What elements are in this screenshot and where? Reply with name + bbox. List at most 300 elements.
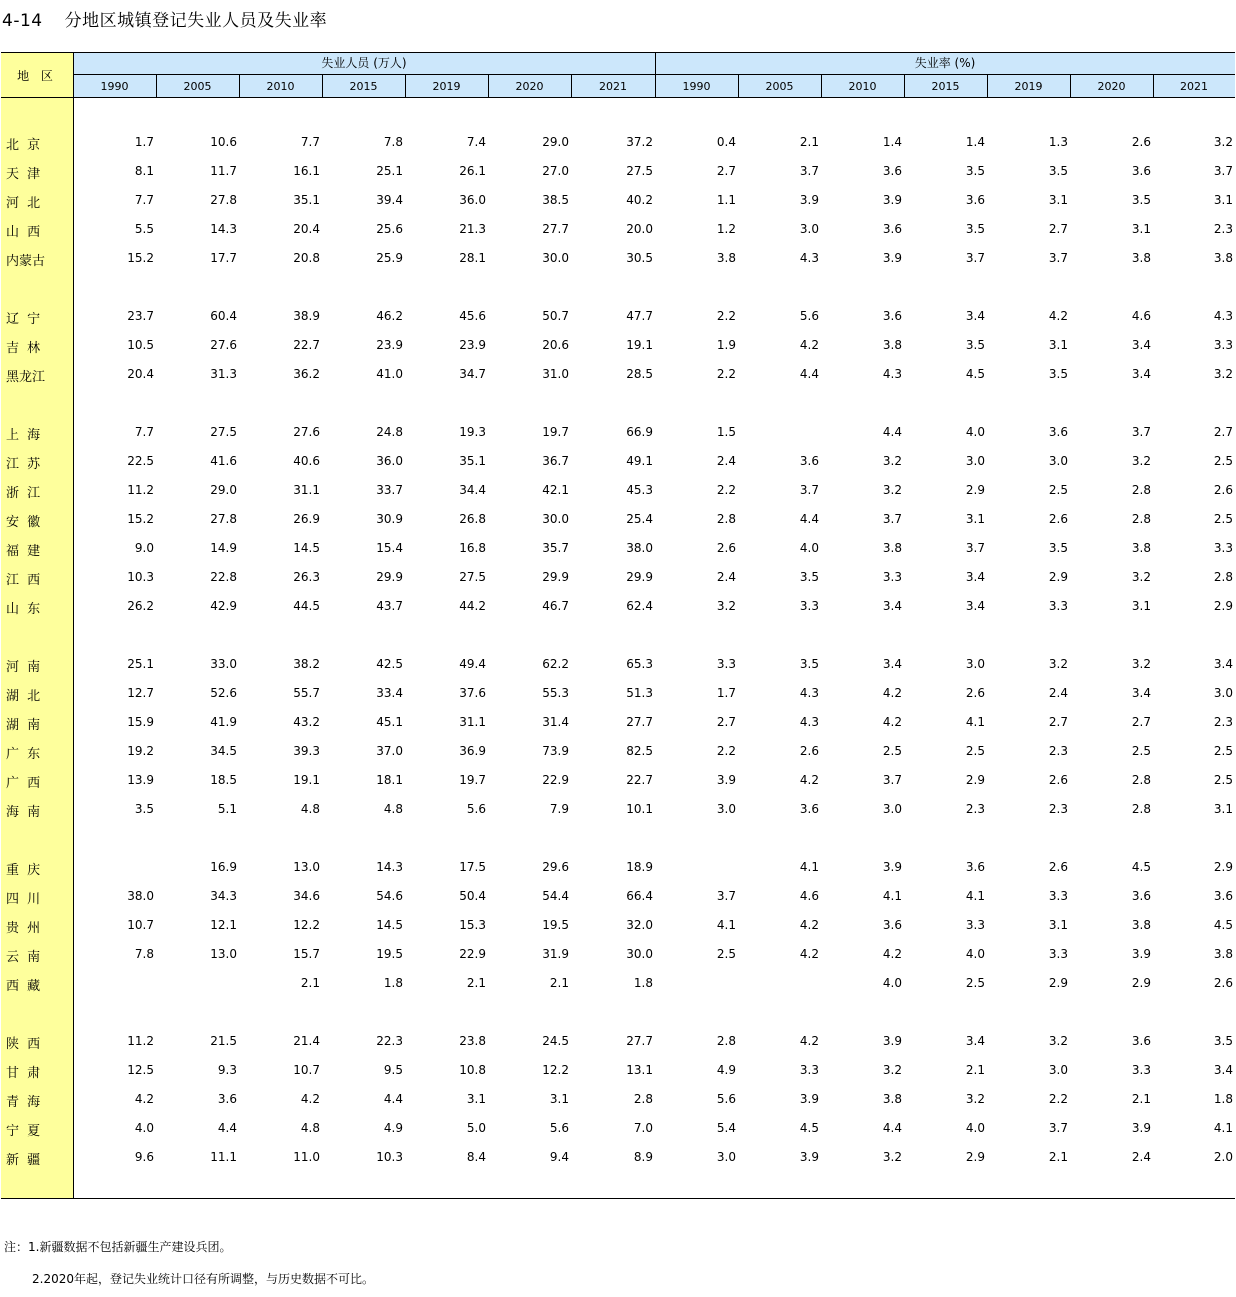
unemployed-value: 21.3: [459, 222, 486, 236]
unemployed-value: 40.2: [626, 193, 653, 207]
rate-value: 3.1: [1048, 918, 1068, 932]
unemployed-value: 15.4: [376, 541, 403, 555]
rate-value: 3.9: [882, 193, 902, 207]
rate-value: 3.9: [882, 860, 902, 874]
rule-year-divider: [156, 74, 157, 98]
rate-value: 2.1: [1131, 1092, 1151, 1106]
year-header: 2005: [765, 80, 794, 93]
unemployed-value: 19.3: [459, 425, 486, 439]
unemployed-value: 22.3: [376, 1034, 403, 1048]
unemployed-value: 30.0: [542, 251, 569, 265]
rate-value: 4.1: [965, 715, 985, 729]
year-header: 1990: [100, 80, 129, 93]
unemployed-value: 15.3: [459, 918, 486, 932]
unemployed-value: 4.8: [300, 802, 320, 816]
rate-value: 3.8: [882, 541, 902, 555]
region-name: 吉 林: [6, 341, 43, 356]
rate-value: 3.8: [1131, 541, 1151, 555]
rate-value: 3.6: [799, 802, 819, 816]
rate-value: 2.6: [1048, 860, 1068, 874]
note-2: 2.2020年起，登记失业统计口径有所调整，与历史数据不可比。: [32, 1272, 374, 1286]
unemployed-value: 13.0: [293, 860, 320, 874]
rate-value: 4.0: [965, 947, 985, 961]
unemployed-value: 19.1: [293, 773, 320, 787]
region-name: 云 南: [6, 950, 43, 965]
unemployed-value: 36.9: [459, 744, 486, 758]
rate-value: 3.0: [1048, 1063, 1068, 1077]
rate-value: 2.7: [716, 715, 736, 729]
unemployed-value: 5.6: [549, 1121, 569, 1135]
unemployed-value: 29.0: [542, 135, 569, 149]
unemployed-value: 35.1: [459, 454, 486, 468]
rate-value: 3.4: [1213, 1063, 1233, 1077]
rule-group: [73, 74, 1235, 75]
unemployed-value: 11.2: [127, 1034, 154, 1048]
unemployed-value: 26.8: [459, 512, 486, 526]
unemployed-value: 27.0: [542, 164, 569, 178]
unemployed-value: 26.3: [293, 570, 320, 584]
rate-value: 3.5: [1048, 164, 1068, 178]
rate-value: 3.9: [716, 773, 736, 787]
table-row: [1, 946, 1235, 965]
rate-value: 3.0: [716, 1150, 736, 1164]
region-name: 新 疆: [6, 1153, 43, 1168]
unemployed-value: 20.4: [293, 222, 320, 236]
unemployed-value: 27.5: [459, 570, 486, 584]
unemployed-value: 31.4: [542, 715, 569, 729]
unemployed-value: 2.1: [466, 976, 486, 990]
unemployed-value: 26.9: [293, 512, 320, 526]
region-name: 江 西: [6, 573, 43, 588]
rate-value: 1.9: [716, 338, 736, 352]
rate-value: 3.7: [799, 164, 819, 178]
rate-value: 1.4: [882, 135, 902, 149]
rate-value: 3.2: [1213, 367, 1233, 381]
rate-value: 2.6: [1048, 512, 1068, 526]
unemployed-value: 47.7: [626, 309, 653, 323]
table-row: [1, 917, 1235, 936]
unemployed-value: 14.5: [293, 541, 320, 555]
rate-value: 2.5: [965, 976, 985, 990]
rate-value: 3.6: [882, 222, 902, 236]
rate-value: 2.9: [1213, 860, 1233, 874]
table-row: [1, 308, 1235, 327]
unemployed-value: 5.6: [466, 802, 486, 816]
table-row: [1, 888, 1235, 907]
unemployed-value: 19.1: [626, 338, 653, 352]
unemployed-value: 41.6: [210, 454, 237, 468]
rate-value: 3.4: [965, 599, 985, 613]
unemployed-value: 33.0: [210, 657, 237, 671]
unemployed-value: 25.4: [626, 512, 653, 526]
rate-value: 4.2: [882, 947, 902, 961]
rate-value: 4.6: [1131, 309, 1151, 323]
rate-value: 4.4: [799, 367, 819, 381]
year-header: 2005: [183, 80, 212, 93]
unemployed-value: 27.8: [210, 512, 237, 526]
unemployed-value: 16.1: [293, 164, 320, 178]
region-name: 宁 夏: [6, 1124, 43, 1139]
rate-value: 3.3: [716, 657, 736, 671]
rate-value: 4.2: [799, 947, 819, 961]
rate-value: 3.6: [882, 309, 902, 323]
rule-bottom: [1, 1198, 1235, 1199]
rate-value: 4.1: [882, 889, 902, 903]
rate-value: 3.1: [1213, 802, 1233, 816]
unemployed-value: 73.9: [542, 744, 569, 758]
unemployed-value: 22.9: [542, 773, 569, 787]
unemployed-value: 22.7: [293, 338, 320, 352]
rule-year-divider: [571, 74, 572, 98]
year-header: 2019: [1014, 80, 1043, 93]
region-name: 四 川: [6, 892, 43, 907]
rate-value: 3.6: [1048, 425, 1068, 439]
rule-year-divider: [904, 74, 905, 98]
rate-value: 3.4: [1131, 367, 1151, 381]
unemployed-value: 11.0: [293, 1150, 320, 1164]
table-row: [1, 598, 1235, 617]
rate-value: 3.2: [1213, 135, 1233, 149]
rate-value: 4.5: [799, 1121, 819, 1135]
unemployed-value: 45.1: [376, 715, 403, 729]
rate-value: 2.3: [1213, 715, 1233, 729]
region-name: 湖 南: [6, 718, 43, 733]
unemployed-value: 4.9: [383, 1121, 403, 1135]
rate-value: 2.5: [1213, 744, 1233, 758]
rule-year-divider: [1153, 74, 1154, 98]
unemployed-value: 22.9: [459, 947, 486, 961]
rate-value: 2.8: [1131, 483, 1151, 497]
data-table: [1, 52, 1235, 1199]
unemployed-value: 31.1: [293, 483, 320, 497]
unemployed-value: 31.0: [542, 367, 569, 381]
unemployed-value: 27.6: [210, 338, 237, 352]
rate-value: 3.8: [882, 338, 902, 352]
table-row: [1, 975, 1235, 994]
rate-value: 3.8: [1131, 918, 1151, 932]
rate-value: 3.1: [1213, 193, 1233, 207]
rate-value: 4.3: [799, 686, 819, 700]
rate-value: 3.8: [1213, 947, 1233, 961]
year-header: 2021: [599, 80, 627, 93]
unemployed-value: 19.7: [459, 773, 486, 787]
rate-value: 0.4: [716, 135, 736, 149]
region-name: 重 庆: [6, 863, 43, 878]
unemployed-value: 55.3: [542, 686, 569, 700]
rate-value: 2.3: [965, 802, 985, 816]
unemployed-value: 41.9: [210, 715, 237, 729]
year-header: 2010: [848, 80, 877, 93]
rate-value: 4.4: [882, 1121, 902, 1135]
rate-value: 3.2: [1131, 570, 1151, 584]
unemployed-value: 20.6: [542, 338, 569, 352]
year-header: 2010: [266, 80, 295, 93]
unemployed-value: 38.0: [626, 541, 653, 555]
unemployed-value: 43.2: [293, 715, 320, 729]
rate-value: 2.3: [1048, 744, 1068, 758]
rate-value: 3.9: [799, 193, 819, 207]
table-row: [1, 1091, 1235, 1110]
rate-value: 3.3: [882, 570, 902, 584]
rate-value: 4.9: [716, 1063, 736, 1077]
rate-value: 3.6: [965, 860, 985, 874]
unemployed-value: 14.5: [376, 918, 403, 932]
unemployed-value: 45.3: [626, 483, 653, 497]
unemployed-value: 1.7: [134, 135, 154, 149]
unemployed-value: 36.7: [542, 454, 569, 468]
rate-value: 2.9: [1048, 570, 1068, 584]
rate-value: 4.5: [1131, 860, 1151, 874]
rate-value: 2.6: [799, 744, 819, 758]
rate-value: 3.3: [1048, 599, 1068, 613]
rate-value: 3.9: [882, 251, 902, 265]
rate-value: 3.7: [716, 889, 736, 903]
unemployed-value: 2.1: [549, 976, 569, 990]
rate-value: 2.5: [965, 744, 985, 758]
rate-value: 1.3: [1048, 135, 1068, 149]
rate-value: 4.0: [882, 976, 902, 990]
unemployed-value: 29.9: [626, 570, 653, 584]
rate-value: 3.3: [1131, 1063, 1151, 1077]
rate-value: 3.2: [965, 1092, 985, 1106]
unemployed-value: 34.4: [459, 483, 486, 497]
region-name: 福 建: [6, 544, 43, 559]
unemployed-value: 14.3: [376, 860, 403, 874]
rate-value: 3.3: [1213, 338, 1233, 352]
unemployed-value: 12.5: [127, 1063, 154, 1077]
rate-value: 3.4: [882, 599, 902, 613]
table-row: [1, 1033, 1235, 1052]
unemployed-value: 24.5: [542, 1034, 569, 1048]
table-row: [1, 1149, 1235, 1168]
unemployed-value: 5.5: [134, 222, 154, 236]
unemployed-value: 5.1: [217, 802, 237, 816]
rate-value: 2.4: [1048, 686, 1068, 700]
rate-value: 3.4: [1131, 338, 1151, 352]
rate-value: 3.4: [882, 657, 902, 671]
unemployed-value: 42.5: [376, 657, 403, 671]
unemployed-value: 55.7: [293, 686, 320, 700]
rate-value: 2.3: [1048, 802, 1068, 816]
table-row: [1, 540, 1235, 559]
table-number: 4-14: [2, 11, 43, 31]
rate-value: 3.5: [1048, 367, 1068, 381]
unemployed-value: 32.0: [626, 918, 653, 932]
unemployed-value: 9.3: [217, 1063, 237, 1077]
rate-value: 3.2: [1131, 454, 1151, 468]
rate-value: 3.7: [965, 251, 985, 265]
table-row: [1, 134, 1235, 153]
unemployed-value: 38.9: [293, 309, 320, 323]
table-row: [1, 569, 1235, 588]
unemployed-value: 18.9: [626, 860, 653, 874]
rate-value: 3.4: [965, 309, 985, 323]
unemployed-value: 13.1: [626, 1063, 653, 1077]
unemployed-value: 7.4: [466, 135, 486, 149]
rate-value: 3.3: [1048, 889, 1068, 903]
unemployed-value: 4.8: [383, 802, 403, 816]
region-name: 安 徽: [6, 515, 43, 530]
rate-value: 3.0: [716, 802, 736, 816]
unemployed-value: 5.0: [466, 1121, 486, 1135]
page-title: [2, 6, 327, 31]
unemployed-value: 15.2: [127, 251, 154, 265]
rate-value: 4.4: [882, 425, 902, 439]
region-name: 贵 州: [6, 921, 43, 936]
rate-value: 3.7: [882, 512, 902, 526]
rate-value: 2.1: [1048, 1150, 1068, 1164]
unemployed-value: 34.7: [459, 367, 486, 381]
rate-value: 3.7: [882, 773, 902, 787]
unemployed-value: 25.1: [376, 164, 403, 178]
region-name: 内蒙古: [6, 254, 46, 269]
rate-value: 2.6: [1213, 976, 1233, 990]
rate-value: 1.8: [1213, 1092, 1233, 1106]
rate-value: 3.2: [882, 1150, 902, 1164]
unemployed-value: 10.3: [127, 570, 154, 584]
unemployed-value: 29.9: [542, 570, 569, 584]
unemployed-value: 4.4: [217, 1121, 237, 1135]
unemployed-value: 20.0: [626, 222, 653, 236]
rule-year-divider: [488, 74, 489, 98]
rate-value: 3.7: [799, 483, 819, 497]
unemployed-value: 34.6: [293, 889, 320, 903]
rate-value: 2.4: [1131, 1150, 1151, 1164]
rule-year-divider: [1070, 74, 1071, 98]
rate-value: 3.1: [965, 512, 985, 526]
unemployed-value: 10.1: [626, 802, 653, 816]
year-header: 2020: [1097, 80, 1126, 93]
rate-value: 4.5: [1213, 918, 1233, 932]
unemployed-value: 31.9: [542, 947, 569, 961]
rate-value: 4.1: [965, 889, 985, 903]
rate-value: 3.2: [1048, 657, 1068, 671]
rate-value: 2.6: [716, 541, 736, 555]
unemployed-value: 36.2: [293, 367, 320, 381]
unemployed-value: 34.5: [210, 744, 237, 758]
unemployed-value: 7.8: [134, 947, 154, 961]
rate-value: 3.0: [882, 802, 902, 816]
rate-value: 3.5: [799, 657, 819, 671]
rate-value: 3.6: [882, 164, 902, 178]
unemployed-value: 45.6: [459, 309, 486, 323]
rate-value: 3.4: [1213, 657, 1233, 671]
rate-value: 4.2: [799, 338, 819, 352]
unemployed-value: 30.0: [542, 512, 569, 526]
rate-value: 2.7: [1048, 715, 1068, 729]
rate-value: 3.0: [965, 454, 985, 468]
rate-value: 3.7: [1213, 164, 1233, 178]
unemployed-value: 20.8: [293, 251, 320, 265]
rate-value: 3.0: [1048, 454, 1068, 468]
rate-value: 3.0: [799, 222, 819, 236]
rate-value: 4.2: [799, 918, 819, 932]
unemployed-value: 9.5: [383, 1063, 403, 1077]
rate-value: 2.8: [716, 1034, 736, 1048]
rate-value: 3.7: [1048, 1121, 1068, 1135]
rate-value: 2.8: [1131, 802, 1151, 816]
rule-year-divider: [239, 74, 240, 98]
rate-value: 3.7: [1048, 251, 1068, 265]
unemployed-value: 9.6: [134, 1150, 154, 1164]
rate-value: 2.1: [965, 1063, 985, 1077]
table-row: [1, 1062, 1235, 1081]
region-name: 辽 宁: [6, 312, 43, 327]
unemployed-value: 43.7: [376, 599, 403, 613]
table-title: 分地区城镇登记失业人员及失业率: [64, 11, 328, 31]
unemployed-value: 29.9: [376, 570, 403, 584]
rule-year-divider: [738, 74, 739, 98]
region-name: 山 东: [6, 602, 43, 617]
unemployed-value: 30.5: [626, 251, 653, 265]
rate-value: 4.2: [799, 1034, 819, 1048]
group-header-rate: 失业率 (%): [914, 56, 976, 70]
unemployed-value: 4.0: [134, 1121, 154, 1135]
unemployed-value: 27.7: [626, 1034, 653, 1048]
unemployed-value: 19.5: [376, 947, 403, 961]
unemployed-value: 27.8: [210, 193, 237, 207]
rate-value: 2.4: [716, 454, 736, 468]
rate-value: 2.2: [716, 367, 736, 381]
unemployed-value: 8.4: [466, 1150, 486, 1164]
region-name: 黑龙江: [6, 370, 46, 385]
rate-value: 2.9: [1213, 599, 1233, 613]
rate-value: 5.6: [716, 1092, 736, 1106]
unemployed-value: 37.0: [376, 744, 403, 758]
unemployed-value: 46.2: [376, 309, 403, 323]
unemployed-value: 41.0: [376, 367, 403, 381]
rate-value: 5.4: [716, 1121, 736, 1135]
rate-value: 4.3: [1213, 309, 1233, 323]
unemployed-value: 23.9: [459, 338, 486, 352]
unemployed-value: 60.4: [210, 309, 237, 323]
unemployed-value: 4.2: [300, 1092, 320, 1106]
rate-value: 3.1: [1048, 193, 1068, 207]
rate-value: 3.7: [1131, 425, 1151, 439]
rate-value: 3.4: [965, 570, 985, 584]
unemployed-value: 9.4: [549, 1150, 569, 1164]
rate-value: 3.3: [965, 918, 985, 932]
unemployed-value: 26.1: [459, 164, 486, 178]
rate-value: 2.9: [965, 483, 985, 497]
rate-value: 3.9: [1131, 1121, 1151, 1135]
region-name: 山 西: [6, 225, 43, 240]
region-name: 西 藏: [6, 979, 43, 994]
unemployed-value: 31.3: [210, 367, 237, 381]
rate-value: 4.4: [799, 512, 819, 526]
rate-value: 5.6: [799, 309, 819, 323]
unemployed-value: 39.4: [376, 193, 403, 207]
rate-value: 3.3: [799, 599, 819, 613]
rate-value: 2.5: [1131, 744, 1151, 758]
unemployed-value: 50.7: [542, 309, 569, 323]
rate-value: 4.2: [1048, 309, 1068, 323]
unemployed-value: 38.0: [127, 889, 154, 903]
rate-value: 3.5: [965, 164, 985, 178]
unemployed-value: 4.4: [383, 1092, 403, 1106]
rule-year-divider: [987, 74, 988, 98]
table-row: [1, 366, 1235, 385]
rate-value: 3.0: [1213, 686, 1233, 700]
unemployed-value: 23.8: [459, 1034, 486, 1048]
table-row: [1, 163, 1235, 182]
rate-value: 3.3: [1048, 947, 1068, 961]
unemployed-value: 29.0: [210, 483, 237, 497]
notes: [4, 1240, 374, 1286]
unemployed-value: 12.2: [293, 918, 320, 932]
unemployed-value: 21.5: [210, 1034, 237, 1048]
unemployed-value: 15.2: [127, 512, 154, 526]
